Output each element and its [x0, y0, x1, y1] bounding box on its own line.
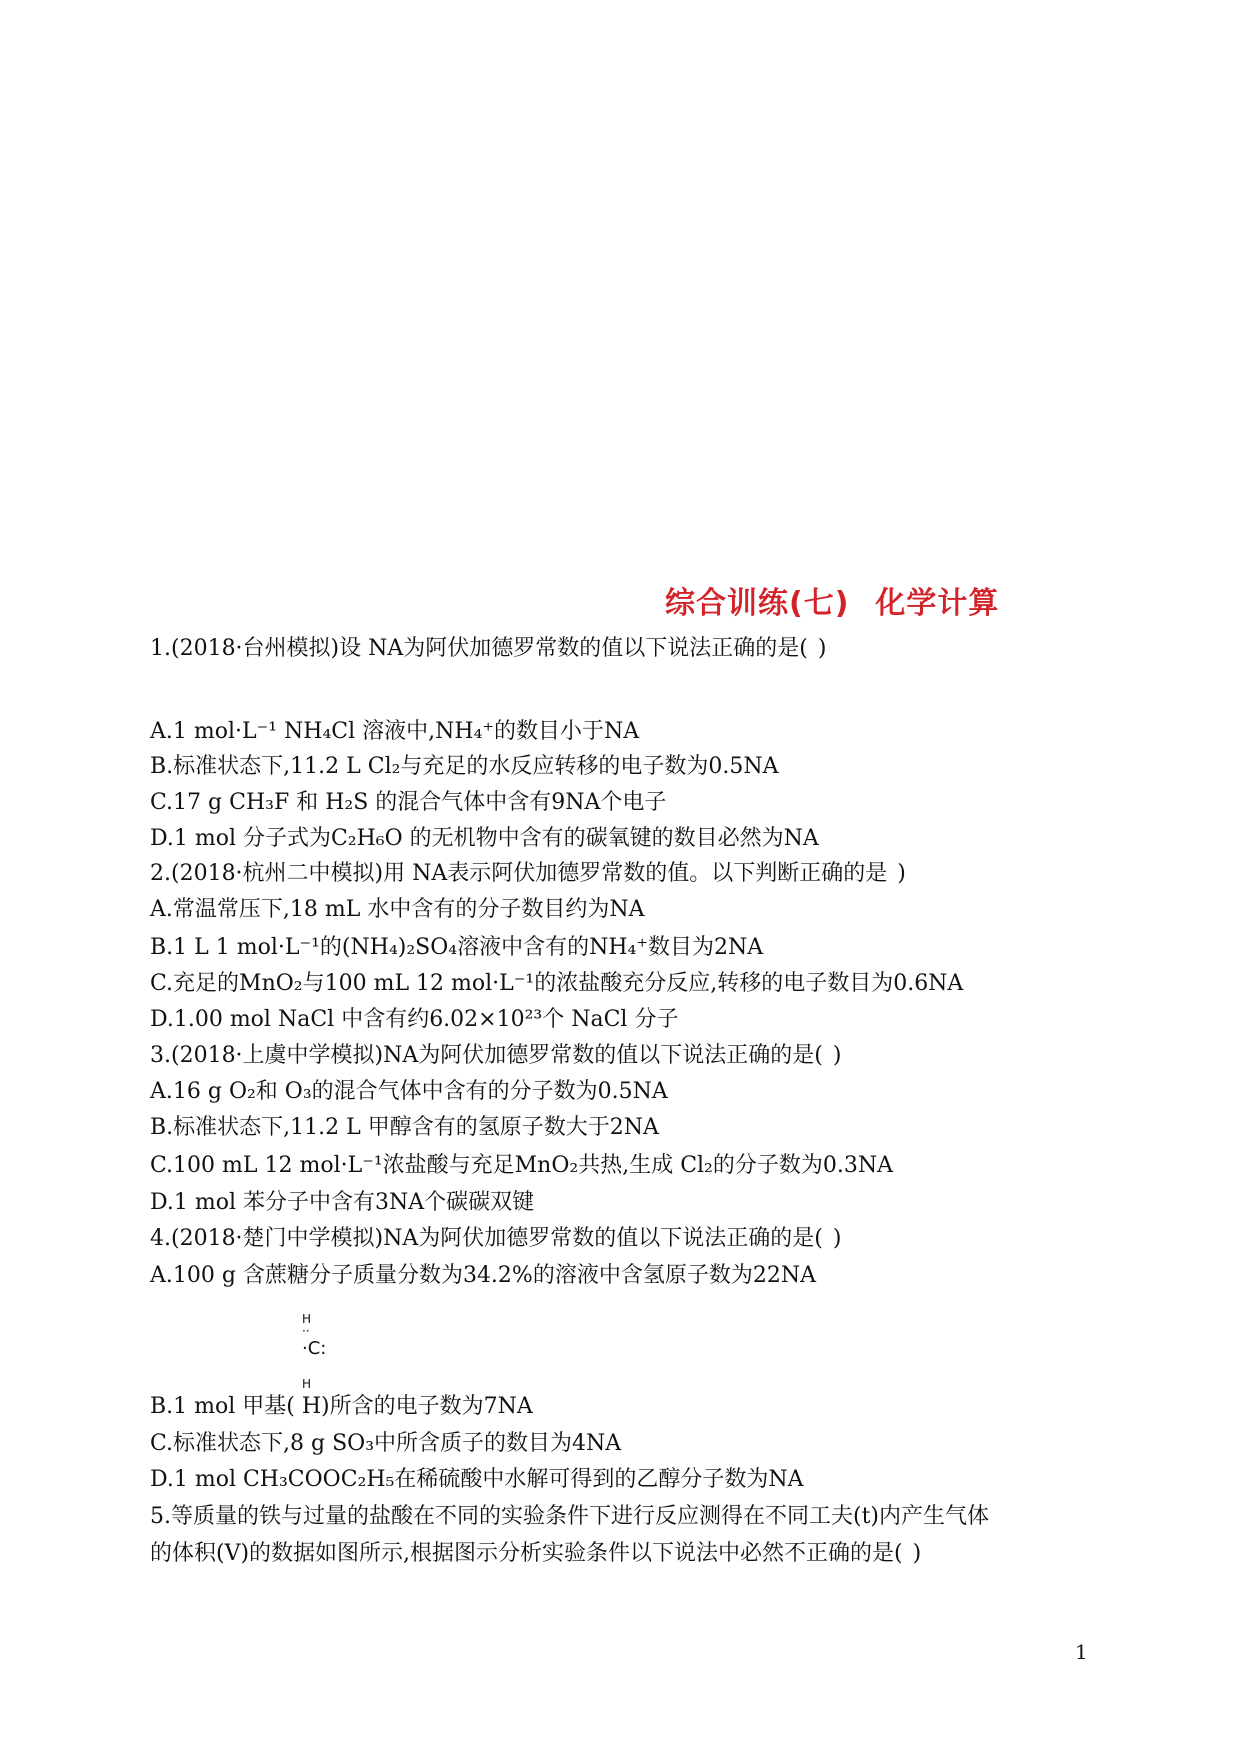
question-3-stem-text: 3.(2018·上虞中学模拟)NA为阿伏加德罗常数的值以下说法正确的是( — [150, 1043, 823, 1068]
question-1-stem — [150, 635, 826, 663]
question-4-answer-blank: ) — [832, 1226, 842, 1251]
question-1-answer-blank: ) — [817, 636, 827, 661]
question-2-stem-text: 2.(2018·杭州二中模拟)用 NA表示阿伏加德罗常数的值。以下判断正确的是 — [150, 861, 888, 886]
question-2-stem — [150, 860, 906, 888]
question-3-stem — [150, 1042, 841, 1070]
question-5-stem-line-1: 5.等质量的铁与过量的盐酸在不同的实验条件下进行反应测得在不同工夫(t)内产生气体 — [150, 1504, 989, 1529]
question-4-option-c: C.标准状态下,8 g SO₃中所含质子的数目为4NA — [150, 1431, 622, 1456]
question-4-option-b: B.1 mol 甲基( H)所含的电子数为7NA — [150, 1394, 533, 1419]
title-main: 综合训练(七) — [665, 586, 850, 621]
page-number: 1 — [1075, 1640, 1088, 1664]
methyl-struct-carbon: ·C: — [302, 1338, 327, 1359]
question-1-stem-text: 1.(2018·台州模拟)设 NA为阿伏加德罗常数的值以下说法正确的是( — [150, 636, 808, 661]
question-2-answer-blank: ) — [897, 861, 906, 886]
methyl-struct-top-h: H — [302, 1312, 312, 1326]
methyl-struct-dots: ·· — [302, 1324, 310, 1338]
question-3-option-d: D.1 mol 苯分子中含有3NA个碳碳双键 — [150, 1190, 535, 1215]
question-3-option-c: C.100 mL 12 mol·L⁻¹浓盐酸与充足MnO₂共热,生成 Cl₂的分子数为0.3NA — [150, 1153, 894, 1178]
question-1-option-d: D.1 mol 分子式为C₂H₆O 的无机物中含有的碳氧键的数目必然为NA — [150, 826, 819, 851]
question-1-option-c: C.17 g CH₃F 和 H₂S 的混合气体中含有9NA个电子 — [150, 790, 667, 815]
question-5-stem-line-2 — [150, 1540, 921, 1568]
question-3-option-b: B.标准状态下,11.2 L 甲醇含有的氢原子数大于2NA — [150, 1115, 659, 1140]
page-title — [665, 578, 999, 622]
question-2-option-d: D.1.00 mol NaCl 中含有约6.02×10²³个 NaCl 分子 — [150, 1007, 679, 1032]
title-sub: 化学计算 — [875, 586, 1000, 621]
question-4-stem — [150, 1225, 841, 1253]
question-2-option-a: A.常温常压下,18 mL 水中含有的分子数目约为NA — [150, 897, 645, 922]
question-4-option-d: D.1 mol CH₃COOC₂H₅在稀硫酸中水解可得到的乙醇分子数为NA — [150, 1467, 804, 1492]
question-5-answer-blank: ) — [912, 1541, 922, 1566]
question-1-option-a: A.1 mol·L⁻¹ NH₄Cl 溶液中,NH₄⁺的数目小于NA — [150, 719, 640, 744]
question-5-stem-text: 的体积(V)的数据如图所示,根据图示分析实验条件以下说法中必然不正确的是( — [150, 1541, 903, 1566]
question-3-answer-blank: ) — [832, 1043, 842, 1068]
question-2-option-c: C.充足的MnO₂与100 mL 12 mol·L⁻¹的浓盐酸充分反应,转移的电子数目为0.6NA — [150, 971, 964, 996]
question-1-option-b: B.标准状态下,11.2 L Cl₂与充足的水反应转移的电子数为0.5NA — [150, 754, 779, 779]
question-4-option-a: A.100 g 含蔗糖分子质量分数为34.2%的溶液中含氢原子数为22NA — [150, 1263, 816, 1288]
question-2-option-b: B.1 L 1 mol·L⁻¹的(NH₄)₂SO₄溶液中含有的NH₄⁺数目为2NA — [150, 935, 764, 960]
methyl-struct-bottom-h: H — [302, 1377, 312, 1391]
question-3-option-a: A.16 g O₂和 O₃的混合气体中含有的分子数为0.5NA — [150, 1079, 668, 1104]
question-4-stem-text: 4.(2018·楚门中学模拟)NA为阿伏加德罗常数的值以下说法正确的是( — [150, 1226, 823, 1251]
